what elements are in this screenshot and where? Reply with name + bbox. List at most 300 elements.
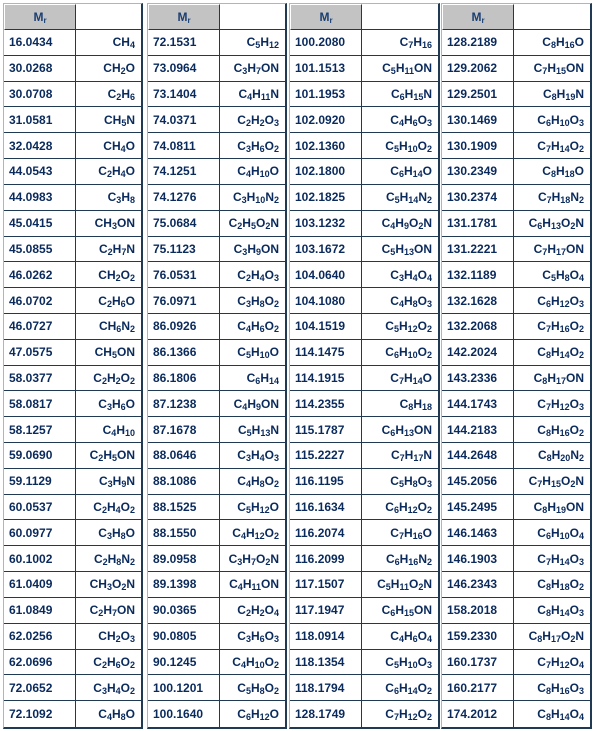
table-row	[148, 598, 285, 624]
formula-cell: $CH_5N$	[76, 107, 141, 133]
table-row	[290, 469, 438, 495]
molar-mass-cell: 88.0646	[148, 443, 220, 469]
molar-mass-cell: 118.1354	[290, 650, 362, 676]
mass-header: $M_r$	[148, 4, 220, 30]
molar-mass-cell: 129.2501	[442, 82, 514, 108]
formula-cell: $C_7H_{15}ON$	[514, 56, 590, 82]
header-row	[4, 4, 141, 30]
table-row	[4, 82, 141, 108]
formula-cell: $C_8H_{14}O_2$	[514, 340, 590, 366]
formula-cell: $C_3H_{10}N_2$	[220, 185, 285, 211]
formula-cell: $C_4H_9ON$	[220, 391, 285, 417]
formula-cell: $C_3H_8O$	[76, 520, 141, 546]
table-row	[290, 366, 438, 392]
table-row	[148, 495, 285, 521]
table-row	[148, 56, 285, 82]
formula-cell: $C_5H_8O_2$	[220, 675, 285, 701]
formula-cell: $C_6H_{14}O$	[362, 159, 438, 185]
formula-cell: $C_7H_{14}O_2$	[514, 133, 590, 159]
table-row	[148, 391, 285, 417]
formula-cell: $C_2H_2O_4$	[220, 598, 285, 624]
molar-mass-cell: 89.1398	[148, 572, 220, 598]
formula-cell: $C_3H_6O_3$	[220, 624, 285, 650]
formula-cell: $C_2H_5ON$	[76, 443, 141, 469]
table-row	[290, 520, 438, 546]
molar-mass-cell: 46.0262	[4, 262, 76, 288]
table-row	[148, 314, 285, 340]
molar-mass-cell: 174.2012	[442, 701, 514, 727]
molar-mass-cell: 72.0652	[4, 675, 76, 701]
molar-mass-cell: 160.1737	[442, 650, 514, 676]
molar-mass-cell: 90.1245	[148, 650, 220, 676]
formula-cell: $C_5H_{12}O$	[220, 495, 285, 521]
table-row	[148, 262, 285, 288]
table-row	[442, 520, 590, 546]
molar-mass-cell: 74.0371	[148, 107, 220, 133]
formula-cell: $C_7H_{14}O$	[362, 366, 438, 392]
table-row	[290, 624, 438, 650]
formula-cell: $C_8H_{16}O_3$	[514, 675, 590, 701]
molar-mass-cell: 88.1525	[148, 495, 220, 521]
table-row	[442, 624, 590, 650]
table-row	[442, 133, 590, 159]
table-row	[4, 572, 141, 598]
molar-mass-cell: 132.2068	[442, 314, 514, 340]
molar-mass-cell: 130.1469	[442, 107, 514, 133]
table-row	[442, 391, 590, 417]
formula-cell: $C_7H_{12}O_4$	[514, 650, 590, 676]
table-row	[148, 211, 285, 237]
formula-cell: $C_5H_8O_3$	[362, 469, 438, 495]
formula-cell: $C_4H_{10}$	[76, 417, 141, 443]
table-row	[290, 340, 438, 366]
formula-cell: $C_8H_{16}O$	[514, 30, 590, 56]
formula-cell: $CH_3O_2N$	[76, 572, 141, 598]
molar-mass-cell: 142.2024	[442, 340, 514, 366]
table-row	[442, 675, 590, 701]
table-row	[4, 56, 141, 82]
formula-header	[362, 4, 438, 30]
table-row	[290, 650, 438, 676]
formula-cell: $C_6H_{15}N$	[362, 82, 438, 108]
molar-mass-cell: 47.0575	[4, 340, 76, 366]
table-row	[290, 211, 438, 237]
molar-mass-cell: 104.0640	[290, 262, 362, 288]
formula-cell: $C_2H_4O_3$	[220, 262, 285, 288]
formula-cell: $C_7H_{16}O$	[362, 520, 438, 546]
header-row	[442, 4, 590, 30]
formula-cell: $C_4H_6O_2$	[220, 314, 285, 340]
table-row	[290, 417, 438, 443]
table-row	[148, 469, 285, 495]
molar-mass-cell: 74.0811	[148, 133, 220, 159]
table-row	[290, 572, 438, 598]
formula-cell: $C_8H_{19}ON$	[514, 495, 590, 521]
molar-mass-cell: 44.0983	[4, 185, 76, 211]
table-row	[442, 598, 590, 624]
molar-mass-cell: 117.1947	[290, 598, 362, 624]
table-row	[148, 650, 285, 676]
molar-mass-cell: 132.1628	[442, 288, 514, 314]
table-row	[442, 340, 590, 366]
molar-mass-cell: 76.0531	[148, 262, 220, 288]
table-row	[4, 520, 141, 546]
molar-mass-cell: 102.1800	[290, 159, 362, 185]
table-row	[442, 288, 590, 314]
table-row	[442, 469, 590, 495]
molar-mass-cell: 118.1794	[290, 675, 362, 701]
formula-cell: $C_5H_{10}O_2$	[362, 133, 438, 159]
formula-cell: $C_3H_7ON$	[220, 56, 285, 82]
molar-mass-cell: 104.1519	[290, 314, 362, 340]
molar-mass-cell: 74.1251	[148, 159, 220, 185]
molar-mass-cell: 58.1257	[4, 417, 76, 443]
table-row	[4, 598, 141, 624]
formula-cell: $C_7H_{17}N$	[362, 443, 438, 469]
header-row	[290, 4, 438, 30]
molar-mass-cell: 58.0377	[4, 366, 76, 392]
formula-cell: $C_6H_{15}ON$	[362, 598, 438, 624]
formula-cell: $C_6H_{13}ON$	[362, 417, 438, 443]
formula-cell: $C_4H_9O_2N$	[362, 211, 438, 237]
formula-cell: $CH_2O_3$	[76, 624, 141, 650]
table-row	[442, 237, 590, 263]
molar-mass-cell: 130.2349	[442, 159, 514, 185]
molar-mass-cell: 46.0727	[4, 314, 76, 340]
table-group-3	[289, 3, 440, 729]
molar-mass-cell: 62.0696	[4, 650, 76, 676]
formula-cell: $C_5H_{14}N_2$	[362, 185, 438, 211]
molar-mass-cell: 62.0256	[4, 624, 76, 650]
molar-mass-cell: 32.0428	[4, 133, 76, 159]
table-row	[148, 417, 285, 443]
table-row	[148, 624, 285, 650]
formula-cell: $CH_2O_2$	[76, 262, 141, 288]
table-row	[148, 572, 285, 598]
molar-mass-cell: 74.1276	[148, 185, 220, 211]
formula-header	[514, 4, 590, 30]
table-row	[290, 443, 438, 469]
formula-cell: $C_8H_{20}N_2$	[514, 443, 590, 469]
formula-cell: $C_7H_{18}N_2$	[514, 185, 590, 211]
formula-cell: $C_2H_2O_3$	[220, 107, 285, 133]
table-row	[290, 56, 438, 82]
formula-cell: $C_7H_{16}O_2$	[514, 314, 590, 340]
formula-cell: $C_8H_{17}ON$	[514, 366, 590, 392]
table-row	[4, 675, 141, 701]
molar-mass-cell: 76.0971	[148, 288, 220, 314]
formula-cell: $C_6H_{12}O$	[237, 707, 279, 723]
table-row	[290, 314, 438, 340]
table-row	[4, 262, 141, 288]
formula-cell: $C_4H_{11}N$	[220, 82, 285, 108]
molar-mass-cell: 61.0849	[4, 598, 76, 624]
formula-cell: $C_6H_{12}O_3$	[514, 288, 590, 314]
formula-cell: $C_6H_{10}O_2$	[362, 340, 438, 366]
formula-cell: $C_4H_{10}O$	[220, 159, 285, 185]
formula-cell: $C_5H_{12}O_2$	[362, 314, 438, 340]
table-row	[148, 520, 285, 546]
formula-cell: $C_3H_4O_2$	[76, 675, 141, 701]
molar-mass-cell: 86.0926	[148, 314, 220, 340]
formula-cell: $C_7H_{12}O_2$	[385, 707, 432, 723]
formula-cell: $C_2H_8N_2$	[76, 546, 141, 572]
formula-cell: $C_6H_{12}O_2$	[362, 495, 438, 521]
formula-cell: $C_4H_8O$	[98, 707, 135, 723]
formula-header	[220, 4, 285, 30]
table-row	[290, 133, 438, 159]
table-row	[442, 159, 590, 185]
formula-cell: $C_3H_6O_2$	[220, 133, 285, 159]
formula-cell: $C_7H_{14}O_3$	[514, 546, 590, 572]
molar-mass-cell: 75.1123	[148, 237, 220, 263]
molar-mass-cell: 87.1238	[148, 391, 220, 417]
table-row	[4, 650, 141, 676]
table-group-2	[147, 3, 287, 729]
table-row	[148, 546, 285, 572]
formula-cell: $C_8H_{16}O_2$	[514, 417, 590, 443]
table-row	[4, 107, 141, 133]
molar-mass-cell: 61.0409	[4, 572, 76, 598]
formula-cell: $C_5H_8O_4$	[514, 262, 590, 288]
table-row	[148, 107, 285, 133]
table-row	[4, 417, 141, 443]
molar-mass-cell: 131.2221	[442, 237, 514, 263]
table-row	[442, 211, 590, 237]
formula-cell: $CH_4$	[76, 30, 141, 56]
molar-mass-cell: 114.1475	[290, 340, 362, 366]
molar-mass-cell: 100.1201	[148, 675, 220, 701]
table-row	[148, 443, 285, 469]
molar-mass-cell: 116.2074	[290, 520, 362, 546]
formula-cell: $C_5H_{13}ON$	[362, 237, 438, 263]
table-row	[148, 340, 285, 366]
formula-cell: $C_2H_5O_2N$	[220, 211, 285, 237]
formula-cell: $C_2H_7ON$	[76, 598, 141, 624]
molar-mass-cell: 144.2183	[442, 417, 514, 443]
table-row	[442, 443, 590, 469]
molar-mass-cell: 45.0855	[4, 237, 76, 263]
table-row	[290, 82, 438, 108]
formula-cell: $C_2H_4O$	[76, 159, 141, 185]
formula-cell: $C_2H_6O$	[76, 288, 141, 314]
molar-mass-cell: 128.2189	[442, 30, 514, 56]
molar-mass-cell: 130.1909	[442, 133, 514, 159]
molar-mass-cell: 103.1672	[290, 237, 362, 263]
formula-cell: $C_4H_{12}O_2$	[220, 520, 285, 546]
formula-cell: $CH_2O$	[76, 56, 141, 82]
table-row	[148, 185, 285, 211]
formula-cell: $C_2H_6O_2$	[76, 650, 141, 676]
molar-mass-cell: 132.1189	[442, 262, 514, 288]
formula-cell: $CH_5ON$	[76, 340, 141, 366]
formula-cell: $C_5H_{11}ON$	[362, 56, 438, 82]
molar-mass-cell: 58.0817	[4, 391, 76, 417]
molar-mass-cell: 60.0977	[4, 520, 76, 546]
formula-header	[76, 4, 141, 30]
table-row	[4, 469, 141, 495]
formula-cell: $C_3H_6O$	[76, 391, 141, 417]
molar-mass-cell: 115.1787	[290, 417, 362, 443]
table-group-4	[441, 3, 592, 729]
molar-mass-cell: 160.2177	[442, 675, 514, 701]
molar-mass-cell: 75.0684	[148, 211, 220, 237]
molar-mass-cell: 60.1002	[4, 546, 76, 572]
table-row	[290, 185, 438, 211]
table-row	[290, 598, 438, 624]
formula-cell: $CH_3ON$	[76, 211, 141, 237]
molar-mass-cell: 88.1550	[148, 520, 220, 546]
formula-cell: $C_2H_2O_2$	[76, 366, 141, 392]
molar-mass-cell: 30.0708	[4, 82, 76, 108]
molar-mass-cell: 100.1640	[148, 701, 220, 727]
table-row	[442, 262, 590, 288]
table-row	[442, 82, 590, 108]
formula-cell: $C_5H_{10}O_3$	[362, 650, 438, 676]
formula-cell: $C_5H_{10}O$	[220, 340, 285, 366]
formula-cell: $C_8H_{19}N$	[514, 82, 590, 108]
molar-mass-cell: 59.0690	[4, 443, 76, 469]
formula-cell: $C_4H_{11}ON$	[220, 572, 285, 598]
formula-cell: $C_6H_{16}N_2$	[362, 546, 438, 572]
table-row	[4, 237, 141, 263]
formula-cell: $CH_4O$	[76, 133, 141, 159]
molar-mass-cell: 131.1781	[442, 211, 514, 237]
mass-header: $M_r$	[290, 4, 362, 30]
table-row	[148, 159, 285, 185]
molar-mass-cell: 116.2099	[290, 546, 362, 572]
table-row	[290, 391, 438, 417]
molar-mass-cell: 101.1953	[290, 82, 362, 108]
molar-mass-cell: 102.1825	[290, 185, 362, 211]
formula-cell: $C_2H_7N$	[76, 237, 141, 263]
table-row	[148, 675, 285, 701]
table-row	[290, 107, 438, 133]
mass-header: $M_r$	[442, 4, 514, 30]
formula-cell: $C_5H_{13}N$	[220, 417, 285, 443]
molar-mass-cell: 60.0537	[4, 495, 76, 521]
table-row	[290, 30, 438, 56]
formula-cell: $C_2H_4O_2$	[76, 495, 141, 521]
formula-cell: $C_2H_6$	[76, 82, 141, 108]
molar-mass-cell: 90.0365	[148, 598, 220, 624]
formula-cell: $C_6H_{13}O_2N$	[514, 211, 590, 237]
table-row	[290, 237, 438, 263]
formula-cell: $C_8H_{18}O$	[514, 159, 590, 185]
table-row	[148, 366, 285, 392]
table-row	[148, 288, 285, 314]
molar-mass-cell: 86.1366	[148, 340, 220, 366]
formula-cell: $C_4H_{10}O_2$	[220, 650, 285, 676]
table-row	[290, 675, 438, 701]
table-row	[290, 288, 438, 314]
molar-mass-cell: 146.1463	[442, 520, 514, 546]
molar-mass-cell: 59.1129	[4, 469, 76, 495]
table-row	[4, 133, 141, 159]
table-row	[442, 185, 590, 211]
table-row	[4, 314, 141, 340]
formula-cell: $C_7H_{12}O_3$	[514, 391, 590, 417]
formula-cell: $C_6H_{10}O_3$	[514, 107, 590, 133]
table-row	[290, 701, 438, 727]
table-row	[4, 185, 141, 211]
table-row	[442, 417, 590, 443]
molar-mass-cell: 16.0434	[4, 30, 76, 56]
formula-cell: $C_8H_{14}O_4$	[537, 707, 584, 723]
table-row	[4, 391, 141, 417]
molar-mass-cell: 144.2648	[442, 443, 514, 469]
molar-mass-cell: 159.2330	[442, 624, 514, 650]
molar-mass-cell: 88.1086	[148, 469, 220, 495]
table-row	[442, 366, 590, 392]
molar-mass-cell: 145.2495	[442, 495, 514, 521]
header-row	[148, 4, 285, 30]
molar-mass-cell: 145.2056	[442, 469, 514, 495]
molar-mass-cell: 73.1404	[148, 82, 220, 108]
formula-cell: $C_3H_9ON$	[220, 237, 285, 263]
table-row	[4, 340, 141, 366]
molar-mass-cell: 102.0920	[290, 107, 362, 133]
molar-mass-cell: 86.1806	[148, 366, 220, 392]
formula-cell: $C_6H_{10}O_4$	[514, 520, 590, 546]
table-row	[442, 650, 590, 676]
table-row	[442, 314, 590, 340]
table-row	[290, 546, 438, 572]
molar-mass-cell: 118.0914	[290, 624, 362, 650]
table-row	[4, 288, 141, 314]
table-row	[290, 495, 438, 521]
formula-cell: $C_3H_7O_2N$	[220, 546, 285, 572]
table-row	[4, 495, 141, 521]
molar-mass-cell: 45.0415	[4, 211, 76, 237]
molar-mass-cell: 114.1915	[290, 366, 362, 392]
table-group-1	[3, 3, 143, 729]
table-row	[4, 701, 141, 727]
table-row	[148, 82, 285, 108]
molar-mass-cell: 31.0581	[4, 107, 76, 133]
formula-cell: $C_4H_8O_3$	[362, 288, 438, 314]
molar-mass-cell: 104.1080	[290, 288, 362, 314]
table-row	[148, 237, 285, 263]
table-row	[4, 624, 141, 650]
molar-mass-cell: 115.2227	[290, 443, 362, 469]
molar-mass-cell: 117.1507	[290, 572, 362, 598]
table-row	[4, 443, 141, 469]
table-row	[442, 572, 590, 598]
mass-header: $M_r$	[4, 4, 76, 30]
formula-cell: $C_6H_{14}O_2$	[362, 675, 438, 701]
table-row	[4, 546, 141, 572]
molar-mass-cell: 144.1743	[442, 391, 514, 417]
formula-cell: $C_8H_{17}O_2N$	[514, 624, 590, 650]
table-row	[290, 159, 438, 185]
molar-mass-cell: 87.1678	[148, 417, 220, 443]
molar-mass-cell: 116.1195	[290, 469, 362, 495]
table-row	[4, 211, 141, 237]
table-row	[148, 701, 285, 727]
formula-cell: $C_7H_{17}ON$	[514, 237, 590, 263]
molar-mass-cell: 116.1634	[290, 495, 362, 521]
formula-cell: $CH_6N_2$	[76, 314, 141, 340]
molar-mass-cell: 89.0958	[148, 546, 220, 572]
formula-cell: $C_5H_{12}$	[220, 30, 285, 56]
table-row	[148, 30, 285, 56]
table-row	[4, 159, 141, 185]
formula-cell: $C_4H_6O_4$	[362, 624, 438, 650]
molar-mass-cell: 46.0702	[4, 288, 76, 314]
molar-mass-cell: 72.1531	[148, 30, 220, 56]
formula-cell: $C_4H_8O_2$	[220, 469, 285, 495]
